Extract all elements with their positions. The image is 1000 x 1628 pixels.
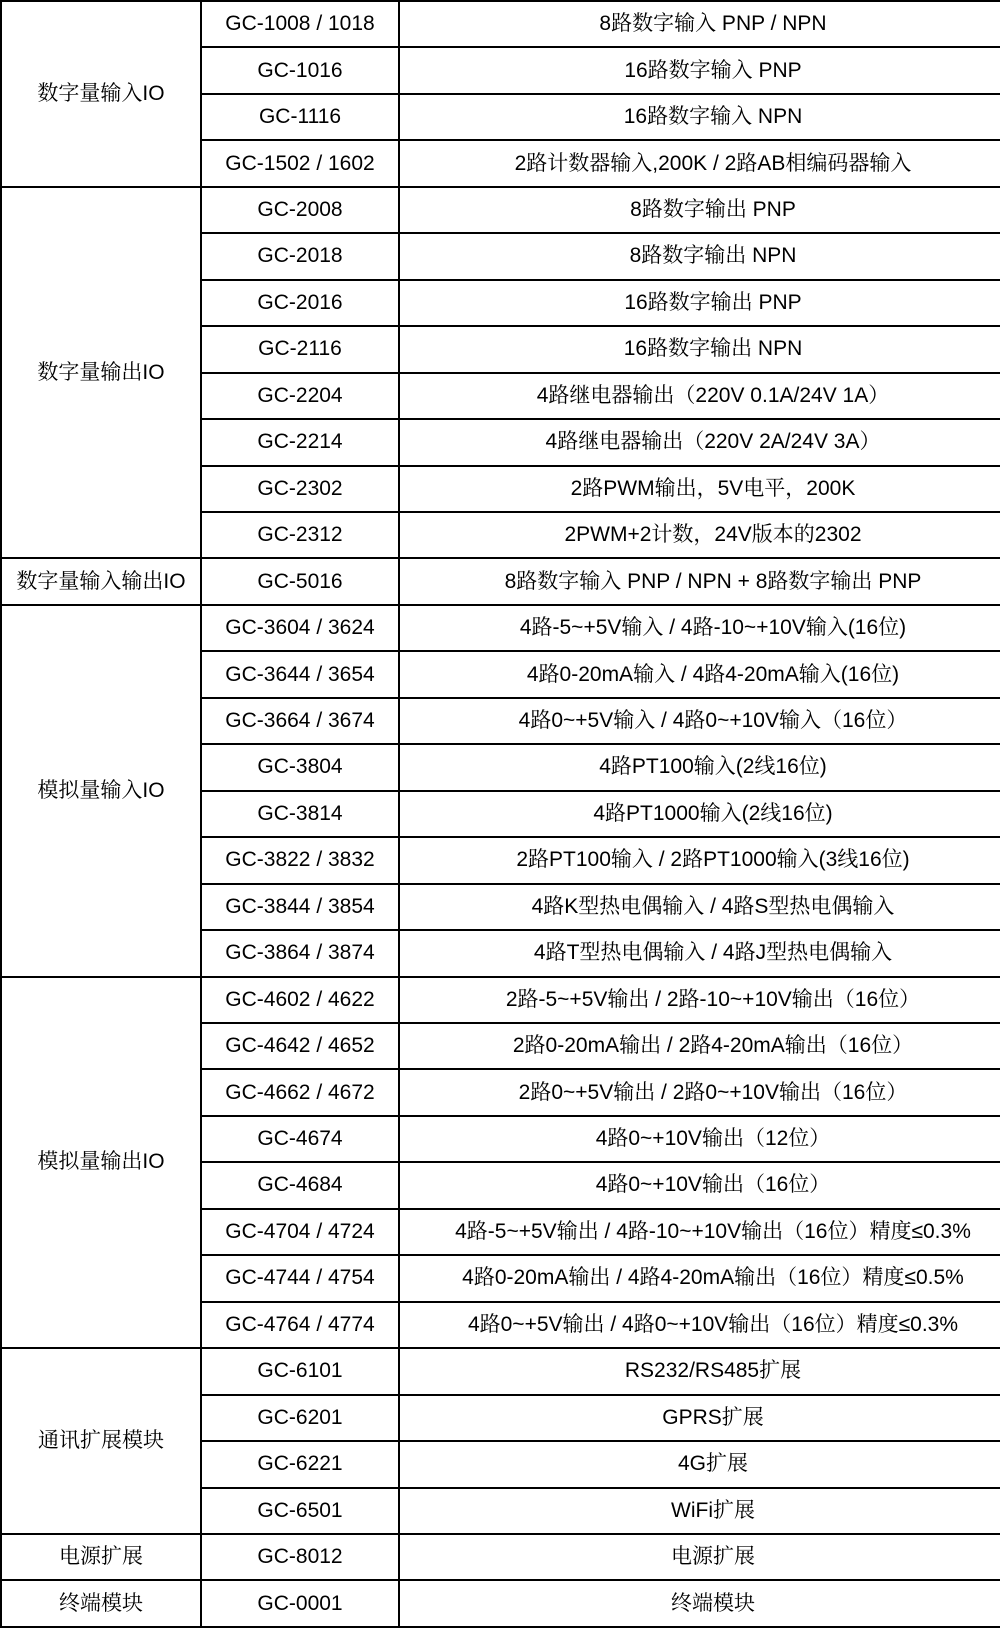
- description-cell: 16路数字输出 PNP: [399, 280, 1000, 326]
- category-cell: 模拟量输入IO: [1, 605, 201, 977]
- description-cell: 4路0~+5V输出 / 4路0~+10V输出（16位）精度≤0.3%: [399, 1302, 1000, 1348]
- description-cell: 2路PWM输出，5V电平，200K: [399, 466, 1000, 512]
- description-cell: 4路继电器输出（220V 0.1A/24V 1A）: [399, 373, 1000, 419]
- model-cell: GC-1008 / 1018: [201, 1, 399, 47]
- description-cell: 终端模块: [399, 1580, 1000, 1627]
- model-cell: GC-3604 / 3624: [201, 605, 399, 651]
- model-cell: GC-1016: [201, 47, 399, 93]
- model-cell: GC-6221: [201, 1441, 399, 1487]
- model-cell: GC-6101: [201, 1348, 399, 1394]
- category-cell: 通讯扩展模块: [1, 1348, 201, 1534]
- description-cell: WiFi扩展: [399, 1488, 1000, 1534]
- model-cell: GC-4674: [201, 1116, 399, 1162]
- model-cell: GC-3804: [201, 744, 399, 790]
- model-cell: GC-4642 / 4652: [201, 1023, 399, 1069]
- description-cell: 2路0-20mA输出 / 2路4-20mA输出（16位）: [399, 1023, 1000, 1069]
- description-cell: 8路数字输出 PNP: [399, 187, 1000, 233]
- description-cell: 4路K型热电偶输入 / 4路S型热电偶输入: [399, 884, 1000, 930]
- model-cell: GC-2204: [201, 373, 399, 419]
- category-cell: 数字量输入IO: [1, 1, 201, 187]
- description-cell: 4路-5~+5V输出 / 4路-10~+10V输出（16位）精度≤0.3%: [399, 1209, 1000, 1255]
- table-row: [1, 605, 1000, 651]
- table-row: [1, 1580, 1000, 1627]
- category-cell: 数字量输入输出IO: [1, 558, 201, 604]
- description-cell: 电源扩展: [399, 1534, 1000, 1580]
- category-cell: 模拟量输出IO: [1, 977, 201, 1349]
- model-cell: GC-3814: [201, 791, 399, 837]
- model-cell: GC-3822 / 3832: [201, 837, 399, 883]
- description-cell: GPRS扩展: [399, 1395, 1000, 1441]
- description-cell: 16路数字输出 NPN: [399, 326, 1000, 372]
- table-row: [1, 1534, 1000, 1580]
- description-cell: 8路数字输入 PNP / NPN: [399, 1, 1000, 47]
- table-row: [1, 1348, 1000, 1394]
- description-cell: RS232/RS485扩展: [399, 1348, 1000, 1394]
- model-cell: GC-2214: [201, 419, 399, 465]
- table-row: [1, 977, 1000, 1023]
- model-cell: GC-4684: [201, 1162, 399, 1208]
- model-cell: GC-2312: [201, 512, 399, 558]
- description-cell: 4路-5~+5V输入 / 4路-10~+10V输入(16位): [399, 605, 1000, 651]
- model-cell: GC-3644 / 3654: [201, 651, 399, 697]
- description-cell: 4路0~+5V输入 / 4路0~+10V输入（16位）: [399, 698, 1000, 744]
- description-cell: 4路0~+10V输出（12位）: [399, 1116, 1000, 1162]
- table-row: [1, 1, 1000, 47]
- table-row: [1, 187, 1000, 233]
- model-cell: GC-3664 / 3674: [201, 698, 399, 744]
- model-cell: GC-4764 / 4774: [201, 1302, 399, 1348]
- model-cell: GC-2116: [201, 326, 399, 372]
- category-cell: 数字量输出IO: [1, 187, 201, 559]
- model-cell: GC-2008: [201, 187, 399, 233]
- description-cell: 4路继电器输出（220V 2A/24V 3A）: [399, 419, 1000, 465]
- description-cell: 2路PT100输入 / 2路PT1000输入(3线16位): [399, 837, 1000, 883]
- description-cell: 4路0-20mA输出 / 4路4-20mA输出（16位）精度≤0.5%: [399, 1255, 1000, 1301]
- description-cell: 4G扩展: [399, 1441, 1000, 1487]
- table-body: [1, 1, 1000, 1627]
- description-cell: 2路-5~+5V输出 / 2路-10~+10V输出（16位）: [399, 977, 1000, 1023]
- category-cell: 电源扩展: [1, 1534, 201, 1580]
- description-cell: 2路0~+5V输出 / 2路0~+10V输出（16位）: [399, 1069, 1000, 1115]
- model-cell: GC-4704 / 4724: [201, 1209, 399, 1255]
- description-cell: 8路数字输入 PNP / NPN + 8路数字输出 PNP: [399, 558, 1000, 604]
- description-cell: 16路数字输入 PNP: [399, 47, 1000, 93]
- model-cell: GC-5016: [201, 558, 399, 604]
- description-cell: 8路数字输出 NPN: [399, 233, 1000, 279]
- table-row: [1, 558, 1000, 604]
- model-cell: GC-8012: [201, 1534, 399, 1580]
- model-cell: GC-2302: [201, 466, 399, 512]
- model-cell: GC-4662 / 4672: [201, 1069, 399, 1115]
- category-cell: 终端模块: [1, 1580, 201, 1627]
- description-cell: 4路0~+10V输出（16位）: [399, 1162, 1000, 1208]
- model-cell: GC-6201: [201, 1395, 399, 1441]
- model-cell: GC-1116: [201, 94, 399, 140]
- description-cell: 2PWM+2计数，24V版本的2302: [399, 512, 1000, 558]
- model-cell: GC-6501: [201, 1488, 399, 1534]
- description-cell: 4路T型热电偶输入 / 4路J型热电偶输入: [399, 930, 1000, 976]
- model-cell: GC-0001: [201, 1580, 399, 1627]
- model-cell: GC-4744 / 4754: [201, 1255, 399, 1301]
- model-cell: GC-1502 / 1602: [201, 140, 399, 186]
- model-cell: GC-2018: [201, 233, 399, 279]
- description-cell: 4路0-20mA输入 / 4路4-20mA输入(16位): [399, 651, 1000, 697]
- model-cell: GC-2016: [201, 280, 399, 326]
- model-cell: GC-3864 / 3874: [201, 930, 399, 976]
- model-cell: GC-4602 / 4622: [201, 977, 399, 1023]
- description-cell: 4路PT1000输入(2线16位): [399, 791, 1000, 837]
- description-cell: 16路数字输入 NPN: [399, 94, 1000, 140]
- description-cell: 4路PT100输入(2线16位): [399, 744, 1000, 790]
- model-cell: GC-3844 / 3854: [201, 884, 399, 930]
- description-cell: 2路计数器输入,200K / 2路AB相编码器输入: [399, 140, 1000, 186]
